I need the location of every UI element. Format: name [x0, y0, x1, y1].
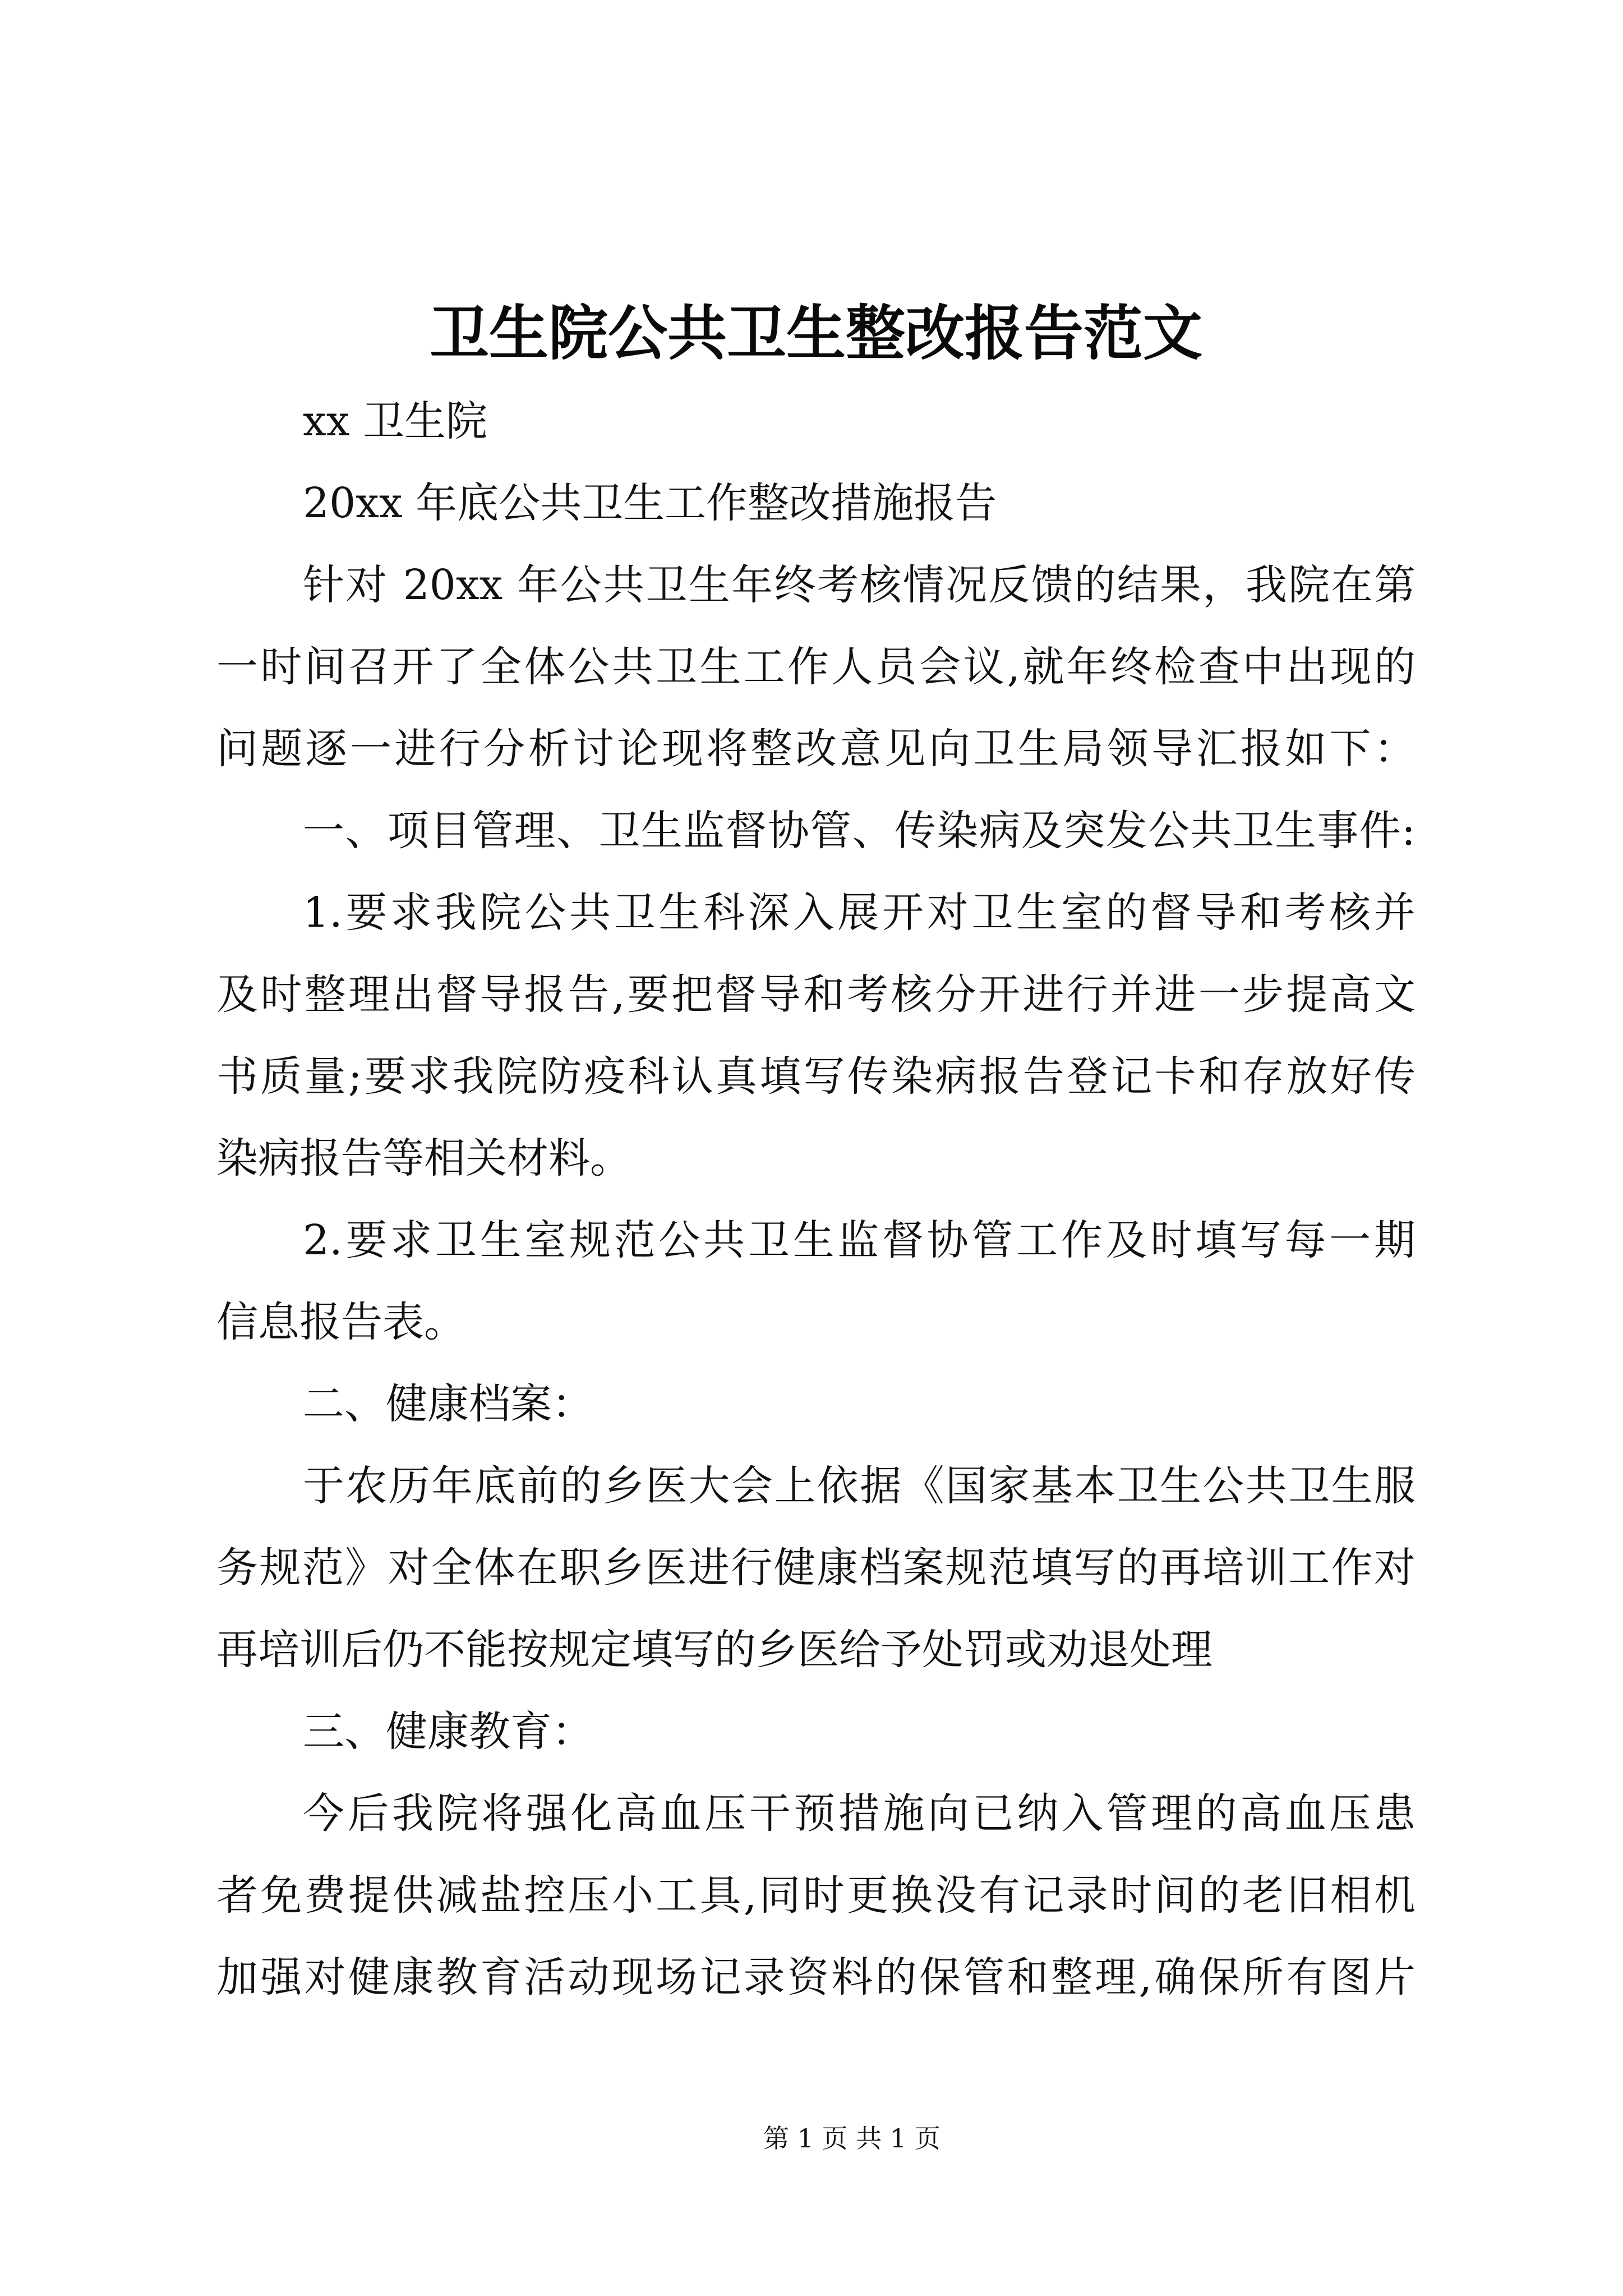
body-line: 信息报告表。 — [216, 1298, 465, 1346]
body-line: 染病报告等相关材料。 — [216, 1134, 631, 1182]
document-body — [216, 380, 1415, 2018]
section-heading-1 — [216, 790, 1415, 872]
body-line: 一时间召开了全体公共卫生工作人员会议,就年终检查中出现的 — [216, 643, 1415, 691]
section-heading-2 — [216, 1363, 1415, 1445]
body-line: 加强对健康教育活动现场记录资料的保管和整理,确保所有图片 — [216, 1953, 1415, 2001]
body-line: 者免费提供减盐控压小工具,同时更换没有记录时间的老旧相机 — [216, 1871, 1415, 1920]
document-title: 卫生院公共卫生整改报告范文 — [430, 298, 1202, 368]
body-line: 针对 20xx 年公共卫生年终考核情况反馈的结果，我院在第 — [303, 561, 1415, 609]
body-line: 及时整理出督导报告,要把督导和考核分开进行并进一步提高文 — [216, 970, 1415, 1019]
paragraph-issuer — [216, 380, 1415, 462]
section-heading: 三、健康教育： — [303, 1708, 593, 1756]
body-line: 今后我院将强化高血压干预措施向已纳入管理的高血压患 — [303, 1789, 1415, 1838]
page-number-footer: 第 1 页 共 1 页 — [763, 2123, 940, 2154]
body-line: 书质量;要求我院防疫科认真填写传染病报告登记卡和存放好传 — [216, 1052, 1415, 1101]
paragraph-item-2 — [216, 1199, 1415, 1363]
paragraph-health-education — [216, 1773, 1415, 2018]
section-heading: 一、项目管理、卫生监督协管、传染病及突发公共卫生事件: — [303, 807, 1415, 855]
paragraph-health-records — [216, 1445, 1415, 1691]
body-line: 再培训后仍不能按规定填写的乡医给予处罚或劝退处理 — [216, 1626, 1212, 1674]
paragraph-report-name — [216, 462, 1415, 544]
body-line: 问题逐一进行分析讨论现将整改意见向卫生局领导汇报如下： — [216, 725, 1415, 773]
body-line: 1.要求我院公共卫生科深入展开对卫生室的督导和考核并 — [303, 889, 1415, 937]
paragraph-intro — [216, 544, 1415, 790]
body-line: xx 卫生院 — [303, 397, 487, 445]
body-line: 2.要求卫生室规范公共卫生监督协管工作及时填写每一期 — [303, 1216, 1415, 1264]
body-line: 于农历年底前的乡医大会上依据《国家基本卫生公共卫生服 — [303, 1462, 1415, 1510]
section-heading-3 — [216, 1691, 1415, 1773]
body-line: 务规范》对全体在职乡医进行健康档案规范填写的再培训工作对 — [216, 1544, 1415, 1592]
body-line: 20xx 年底公共卫生工作整改措施报告 — [303, 479, 997, 527]
section-heading: 二、健康档案： — [303, 1380, 593, 1428]
paragraph-item-1 — [216, 872, 1415, 1199]
